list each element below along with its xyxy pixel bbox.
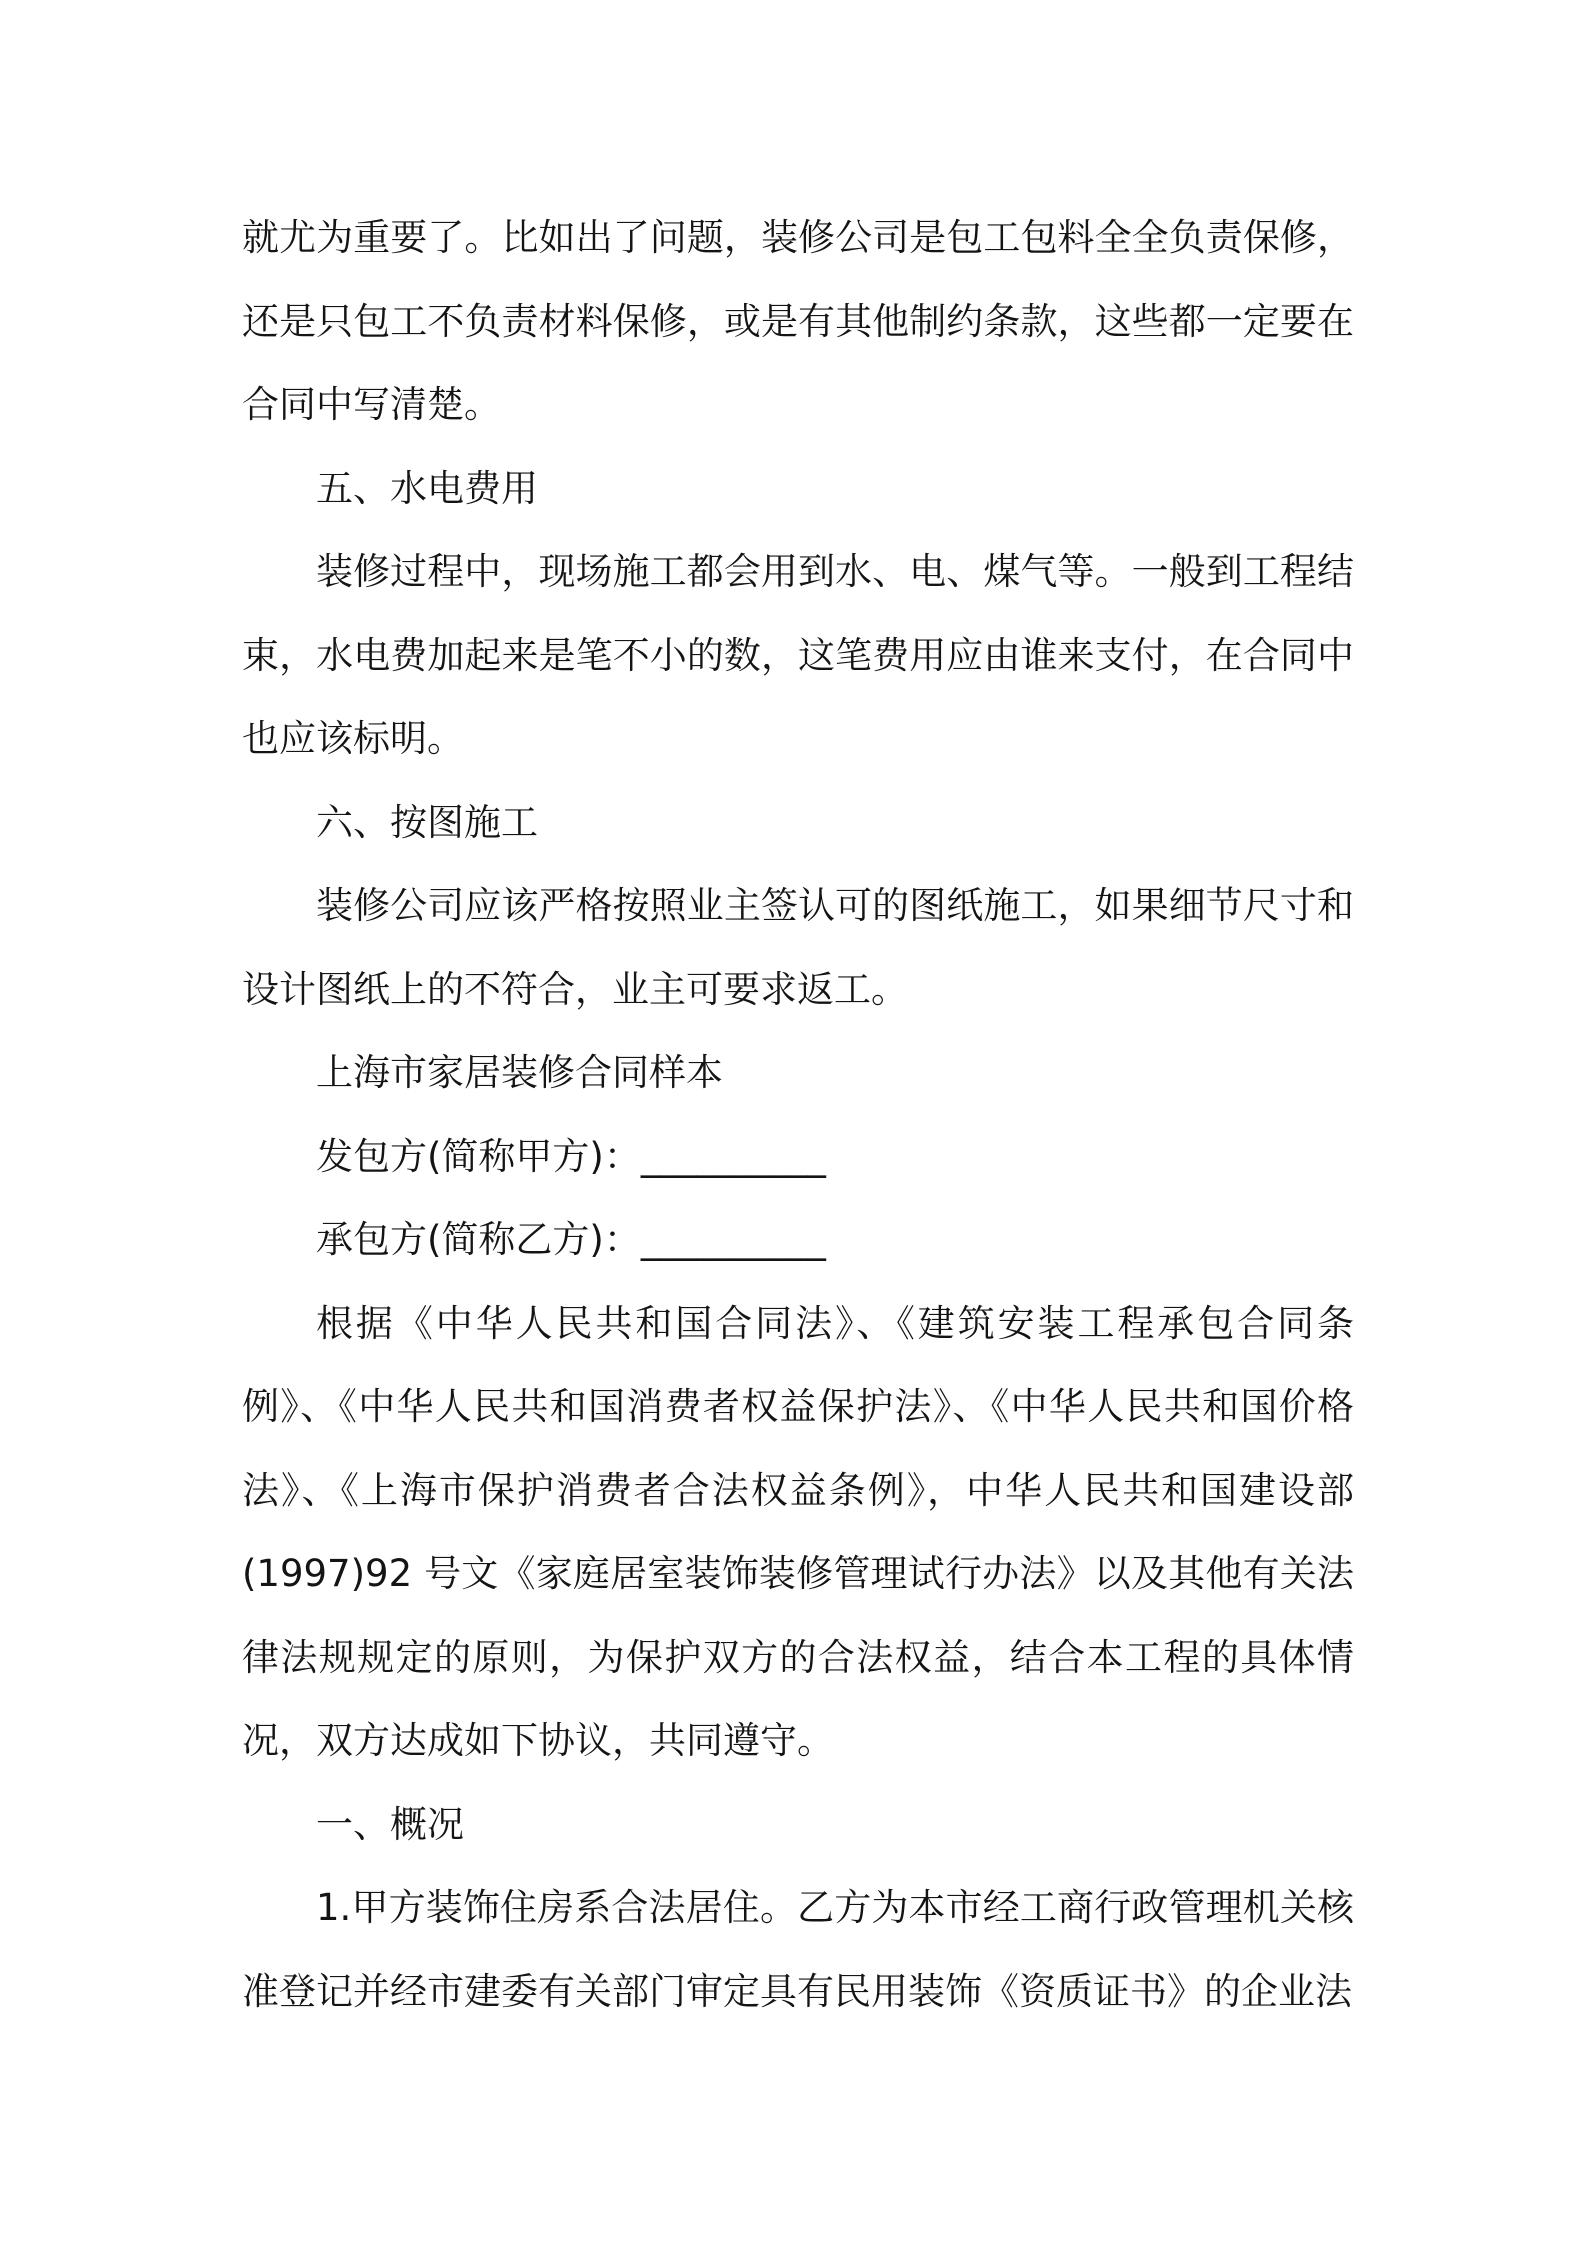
document-body [242,196,1354,2033]
party-b-line: 承包方(简称乙方)：__________ [316,1218,826,1261]
section-heading-blueprint: 六、按图施工 [316,800,538,844]
contract-title: 上海市家居装修合同样本 [316,1051,723,1094]
paragraph-blueprint: 装修公司应该严格按照业主签认可的图纸施工，如果细节尺寸和设计图纸上的不符合，业主可要求返工。 [242,884,1354,1011]
paragraph-legal-basis: 根据《中华人民共和国合同法》、《建筑安装工程承包合同条例》、《中华人民共和国消费者权益保护法》、《中华人民共和国价格法》、《上海市保护消费者合法权益条例》，中华人民共和国建设部(1997)92 号文《家庭居室装饰装修管理试行办法》以及其他有关法律法规规定的原则，为保护双方的合法权益，结合本工程的具体情况，双方达成如下协议，共同遵守。 [242,1301,1354,1762]
paragraph-warranty-continued: 就尤为重要了。比如出了问题，装修公司是包工包料全全负责保修，还是只包工不负责材料保修，或是有其他制约条款，这些都一定要在合同中写清楚。 [242,216,1354,426]
section-heading-overview: 一、概况 [316,1802,464,1846]
party-a-line: 发包方(简称甲方)：__________ [316,1134,826,1178]
paragraph-overview-item-1: 1.甲方装饰住房系合法居住。乙方为本市经工商行政管理机关核准登记并经市建委有关部门审定具有民用装饰《资质证书》的企业法 [242,1886,1354,2013]
paragraph-utilities: 装修过程中，现场施工都会用到水、电、煤气等。一般到工程结束，水电费加起来是笔不小的数，这笔费用应由谁来支付，在合同中也应该标明。 [242,550,1354,760]
section-heading-utilities: 五、水电费用 [316,466,538,510]
